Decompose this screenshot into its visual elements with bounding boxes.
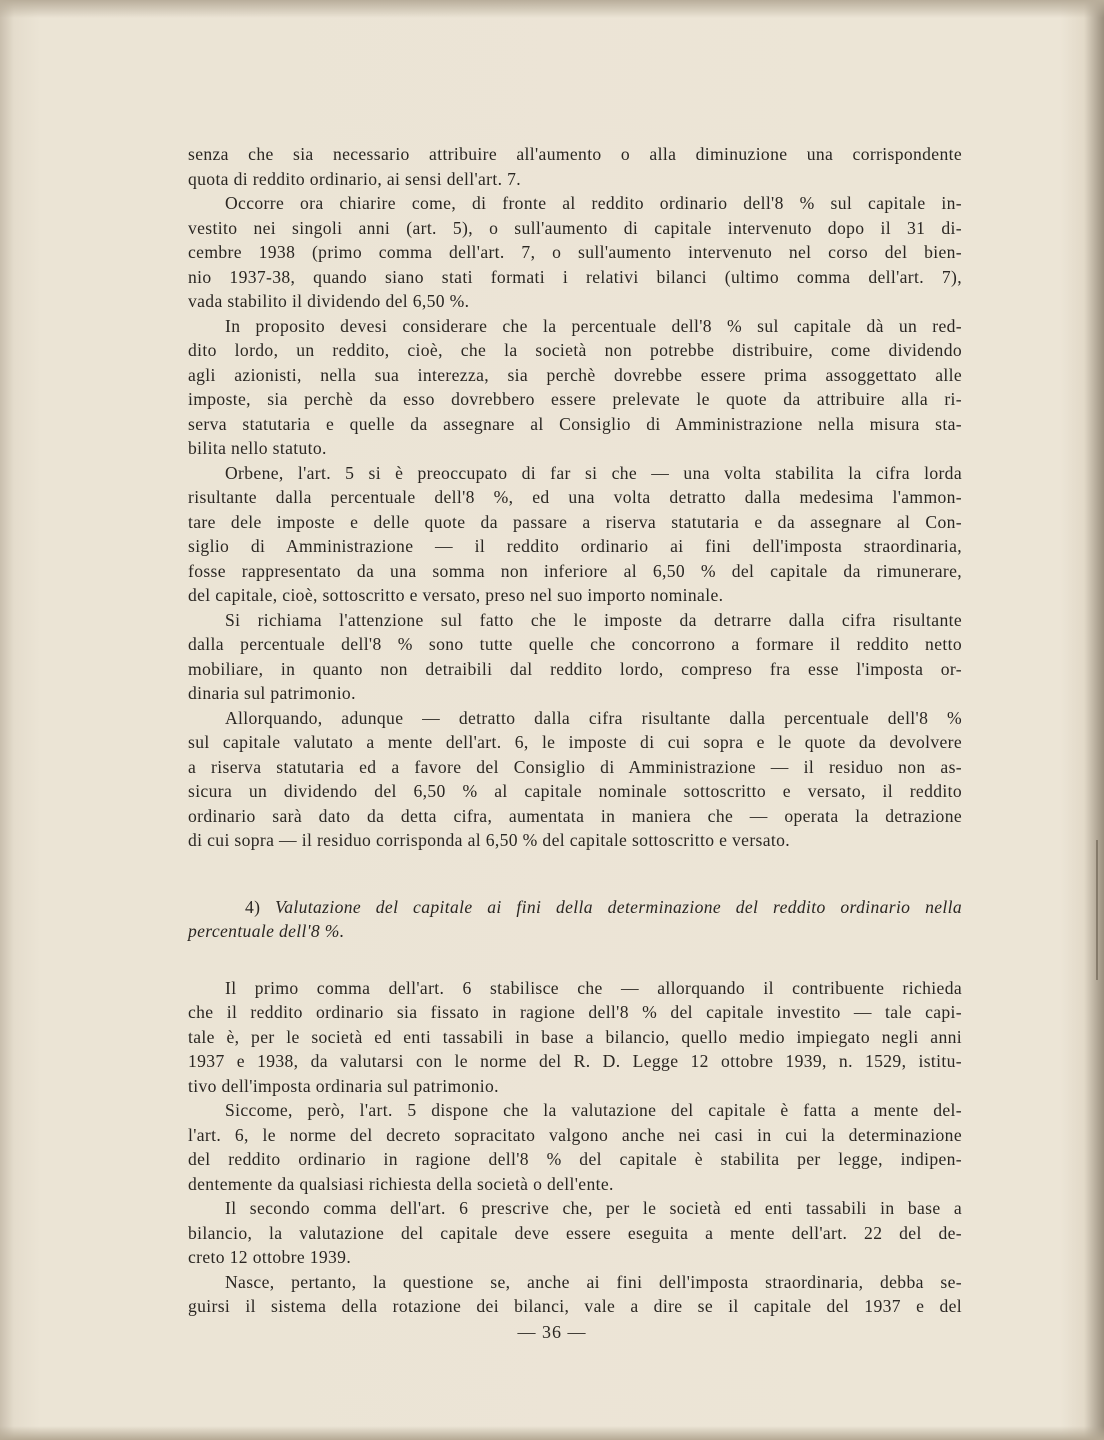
- text-line: a riserva statutaria ed a favore del Consiglio di Amministrazione — il residuo non as-: [188, 756, 962, 777]
- section-heading: [188, 895, 962, 944]
- heading-line: [188, 895, 962, 920]
- text-line: agli azionisti, nella sua interezza, sia perchè dovrebbe essere prima assoggettato alle: [188, 364, 962, 385]
- text-line: guirsi il sistema della rotazione dei bilanci, vale a dire se il capitale del 1937 e del: [188, 1296, 962, 1316]
- text-line: Si richiama l'attenzione sul fatto che le imposte da detrarre dalla cifra risultante: [225, 609, 962, 630]
- heading-line: percentuale dell'8 %.: [188, 921, 345, 941]
- text-line: quota di reddito ordinario, ai sensi dell'art. 7.: [188, 168, 522, 189]
- text-line: bilancio, la valutazione del capitale deve essere eseguita a mente dell'art. 22 del de-: [188, 1222, 962, 1243]
- text-line: che il reddito ordinario sia fissato in ragione dell'8 % del capitale investito — tale capi-: [188, 1002, 962, 1022]
- paragraph: [188, 461, 962, 608]
- text-line: mobiliare, in quanto non detraibili dal reddito lordo, compreso fra esse l'imposta or-: [188, 658, 962, 679]
- text-line: Occorre ora chiarire come, di fronte al reddito ordinario dell'8 % sul capitale in-: [225, 193, 962, 213]
- paragraph: [188, 706, 962, 853]
- text-line: Nasce, pertanto, la questione se, anche ai fini dell'imposta straordinaria, debba se-: [225, 1271, 962, 1292]
- text-line: Orbene, l'art. 5 si è preoccupato di far si che — una volta stabilita la cifra lorda: [225, 462, 962, 483]
- heading-number: 4): [245, 896, 261, 917]
- paragraph: [188, 314, 962, 461]
- text-line: In proposito devesi considerare che la percentuale dell'8 % sul capitale dà un red-: [225, 315, 962, 336]
- text-line: imposte, sia perchè da esso dovrebbero essere prelevate le quote da attribuire alla ri-: [188, 389, 962, 409]
- text-line: vestito nei singoli anni (art. 5), o sull'aumento di capitale intervenuto dopo il 31 di-: [188, 217, 962, 238]
- text-line: vada stabilito il dividendo del 6,50 %.: [188, 291, 470, 311]
- text-line: tare dele imposte e delle quote da passare a riserva statutaria e da assegnare al Con-: [188, 511, 962, 532]
- paragraph: [188, 142, 962, 191]
- paragraph: [188, 1196, 962, 1270]
- text-line: del reddito ordinario in ragione dell'8 % del capitale è stabilita per legge, indipen-: [188, 1149, 962, 1169]
- text-line: cembre 1938 (primo comma dell'art. 7, o sull'aumento intervenuto nel corso del bien-: [188, 242, 962, 262]
- text-line: tale è, per le società ed enti tassabili in base a bilancio, quello medio impiegato negli anni: [188, 1026, 962, 1047]
- paragraph: [188, 976, 962, 1099]
- body-text: [188, 142, 962, 1319]
- section-spacer: [188, 853, 962, 895]
- paragraph: [188, 608, 962, 706]
- text-line: Allorquando, adunque — detratto dalla cifra risultante dalla percentuale dell'8 %: [225, 707, 962, 728]
- text-line: Siccome, però, l'art. 5 dispone che la valutazione del capitale è fatta a mente del-: [225, 1100, 962, 1120]
- text-line: fosse rappresentato da una somma non inferiore al 6,50 % del capitale da rimunerare,: [188, 560, 962, 581]
- heading-text: Valutazione del capitale ai fini della determinazione del reddito ordinario nella: [275, 896, 962, 917]
- text-line: risultante dalla percentuale dell'8 %, ed una volta detratto dalla medesima l'ammon-: [188, 487, 962, 507]
- text-line: nio 1937-38, quando siano stati formati i relativi bilanci (ultimo comma dell'art. 7),: [188, 266, 962, 287]
- text-line: creto 12 ottobre 1939.: [188, 1247, 352, 1267]
- text-line: di cui sopra — il residuo corrisponda al 6,50 % del capitale sottoscritto e versato.: [188, 830, 791, 850]
- paragraph: [188, 191, 962, 314]
- paragraph: [188, 1098, 962, 1196]
- page-edge-mark: [1096, 840, 1098, 980]
- text-line: dito lordo, un reddito, cioè, che la società non potrebbe distribuire, come dividendo: [188, 340, 962, 360]
- text-line: dinaria sul patrimonio.: [188, 683, 356, 703]
- text-line: Il primo comma dell'art. 6 stabilisce che — allorquando il contribuente richieda: [225, 977, 962, 998]
- text-line: tivo dell'imposta ordinaria sul patrimonio.: [188, 1075, 499, 1096]
- section-spacer: [188, 944, 962, 976]
- text-line: bilita nello statuto.: [188, 438, 327, 458]
- text-line: l'art. 6, le norme del decreto sopracitato valgono anche nei casi in cui la determinazione: [188, 1124, 962, 1145]
- text-line: siglio di Amministrazione — il reddito ordinario ai fini dell'imposta straordinaria,: [188, 536, 962, 556]
- text-line: ordinario sarà dato da detta cifra, aumentata in maniera che — operata la detrazione: [188, 805, 962, 826]
- text-line: sicura un dividendo del 6,50 % al capitale nominale sottoscritto e versato, il reddito: [188, 781, 962, 801]
- text-line: dentemente da qualsiasi richiesta della società o dell'ente.: [188, 1173, 614, 1194]
- text-line: sul capitale valutato a mente dell'art. 6, le imposte di cui sopra e le quote da devolvere: [188, 732, 962, 752]
- text-line: serva statutaria e quelle da assegnare al Consiglio di Amministrazione nella misura sta-: [188, 413, 962, 434]
- page-number: — 36 —: [517, 1322, 587, 1342]
- text-line: Il secondo comma dell'art. 6 prescrive che, per le società ed enti tassabili in base a: [225, 1198, 962, 1218]
- paragraph: [188, 1270, 962, 1319]
- text-line: senza che sia necessario attribuire all'aumento o alla diminuzione una corrispondente: [188, 144, 962, 164]
- text-line: del capitale, cioè, sottoscritto e versato, preso nel suo importo nominale.: [188, 585, 724, 605]
- text-line: dalla percentuale dell'8 % sono tutte quelle che concorrono a formare il reddito netto: [188, 634, 962, 654]
- text-line: 1937 e 1938, da valutarsi con le norme del R. D. Legge 12 ottobre 1939, n. 1529, istitu-: [188, 1051, 962, 1071]
